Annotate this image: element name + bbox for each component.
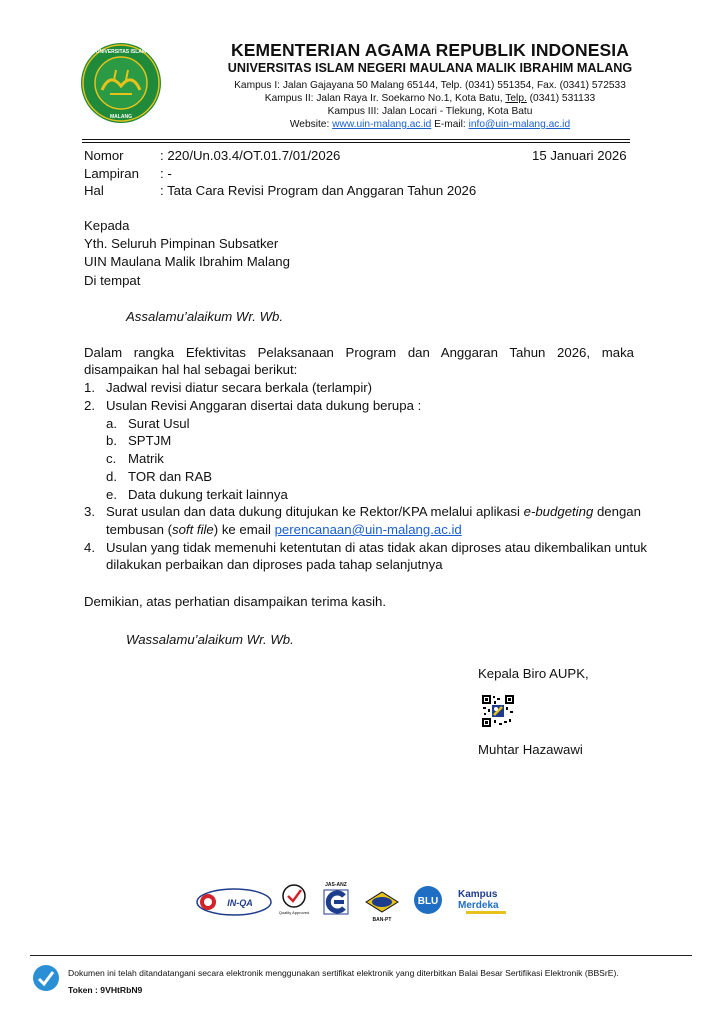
perencanaan-email-link[interactable]: perencanaan@uin-malang.ac.id	[274, 522, 462, 537]
intro-line-1: Dalam rangka Efektivitas Pelaksanaan Program dan Anggaran Tahun 2026, maka	[84, 345, 634, 360]
recipient-line-4: Di tempat	[84, 273, 141, 288]
svg-text:UNIVERSITAS ISLAM: UNIVERSITAS ISLAM	[95, 49, 147, 55]
lampiran-label: Lampiran	[84, 166, 139, 181]
greeting: Assalamu’alaikum Wr. Wb.	[126, 309, 284, 324]
svg-text:Kampus: Kampus	[458, 889, 498, 900]
subitem-c-letter: c.	[106, 451, 117, 466]
in-qa-text: IN-QA	[227, 898, 253, 908]
e-signature-notice: Dokumen ini telah ditandatangani secara elektronik menggunakan sertifikat elektronik yang diterbitkan Balai Besar Sertifikasi Elektronik (BBSrE).	[68, 968, 619, 978]
signature-qr-code	[482, 695, 514, 727]
recipient-line-3: UIN Maulana Malik Ibrahim Malang	[84, 254, 290, 269]
lampiran-value: : -	[160, 166, 172, 181]
signer-title: Kepala Biro AUPK,	[478, 666, 589, 681]
campus-3-address: Kampus III: Jalan Locari - Tlekung, Kota Batu	[327, 106, 533, 117]
ministry-name: KEMENTERIAN AGAMA REPUBLIK INDONESIA	[230, 40, 629, 60]
document-token: Token : 9VHtRbN9	[68, 985, 143, 995]
item-1-text: Jadwal revisi diatur secara berkala (terlampir)	[106, 380, 373, 395]
subitem-e-text: Data dukung terkait lainnya	[128, 487, 288, 502]
email-link[interactable]: info@uin-malang.ac.id	[468, 119, 571, 130]
signer-name: Muhtar Hazawawi	[478, 742, 583, 757]
item-4-number: 4.	[84, 540, 95, 555]
subitem-a-letter: a.	[106, 416, 117, 431]
item-4-line-1: Usulan yang tidak memenuhi ketentutan di atas tidak akan diproses atau dikembalikan untuk	[106, 540, 648, 555]
item-4-line-2: dilakukan perbaikan dan diproses pada tahap selanjutnya	[106, 557, 443, 572]
header-divider-thin	[82, 142, 630, 143]
subitem-e-letter: e.	[106, 487, 117, 502]
svg-text:MALANG: MALANG	[110, 114, 132, 120]
item-2-text: Usulan Revisi Anggaran disertai data dukung berupa :	[106, 398, 422, 413]
in-qa-logo	[197, 889, 271, 915]
closing-sentence: Demikian, atas perhatian disampaikan terima kasih.	[84, 594, 386, 609]
farewell: Wassalamu’alaikum Wr. Wb.	[126, 632, 294, 647]
subitem-a-text: Surat Usul	[128, 416, 190, 431]
hal-value: : Tata Cara Revisi Program dan Anggaran Tahun 2026	[160, 183, 477, 198]
bsre-logo-icon	[32, 964, 60, 992]
svg-text:BLU: BLU	[417, 896, 439, 907]
jas-anz-logo	[324, 882, 348, 914]
kampus-merdeka-logo	[458, 889, 506, 914]
subitem-d-text: TOR dan RAB	[128, 469, 213, 484]
svg-text:Merdeka: Merdeka	[458, 900, 499, 911]
item-1-number: 1.	[84, 380, 95, 395]
subitem-b-text: SPTJM	[128, 433, 172, 448]
blu-logo	[414, 886, 442, 914]
svg-text:Quality Approved: Quality Approved	[278, 910, 310, 915]
hal-label: Hal	[84, 183, 104, 198]
intro-line-2: disampaikan hal hal sebagai berikut:	[84, 362, 298, 377]
item-3-line-2: tembusan (soft file) ke email perencanaan@uin-malang.ac.id	[106, 522, 462, 537]
campus-1-address: Kampus I: Jalan Gajayana 50 Malang 65144, Telp. (0341) 551354, Fax. (0341) 572533	[234, 80, 626, 91]
svg-text:BAN-PT: BAN-PT	[372, 917, 392, 923]
nomor-label: Nomor	[84, 148, 124, 163]
footer-divider	[30, 955, 692, 956]
website-link[interactable]: www.uin-malang.ac.id	[332, 119, 432, 130]
subitem-b-letter: b.	[106, 433, 117, 448]
item-2-number: 2.	[84, 398, 95, 413]
subitem-c-text: Matrik	[128, 451, 164, 466]
nomor-value: : 220/Un.03.4/OT.01.7/01/2026	[160, 148, 341, 163]
contact-line: Website: www.uin-malang.ac.id E-mail: info@uin-malang.ac.id	[289, 119, 571, 130]
subitem-d-letter: d.	[106, 469, 117, 484]
item-3-line-1: Surat usulan dan data dukung ditujukan ke Rektor/KPA melalui aplikasi e-budgeting dengan	[106, 504, 641, 519]
letter-date: 15 Januari 2026	[532, 148, 627, 163]
svg-text:JAS-ANZ: JAS-ANZ	[325, 882, 347, 888]
quality-approved-logo	[279, 885, 309, 915]
university-logo	[80, 42, 162, 124]
university-name: UNIVERSITAS ISLAM NEGERI MAULANA MALIK IBRAHIM MALANG	[227, 61, 633, 75]
recipient-line-1: Kepada	[84, 218, 130, 233]
ban-pt-logo	[366, 892, 398, 923]
campus-2-address: Kampus II: Jalan Raya Ir. Soekarno No.1, Kota Batu, Telp. (0341) 531133	[264, 93, 596, 104]
accreditation-logos	[196, 880, 516, 924]
header-divider	[82, 139, 630, 140]
item-3-number: 3.	[84, 504, 95, 519]
recipient-line-2: Yth. Seluruh Pimpinan Subsatker	[84, 236, 279, 251]
